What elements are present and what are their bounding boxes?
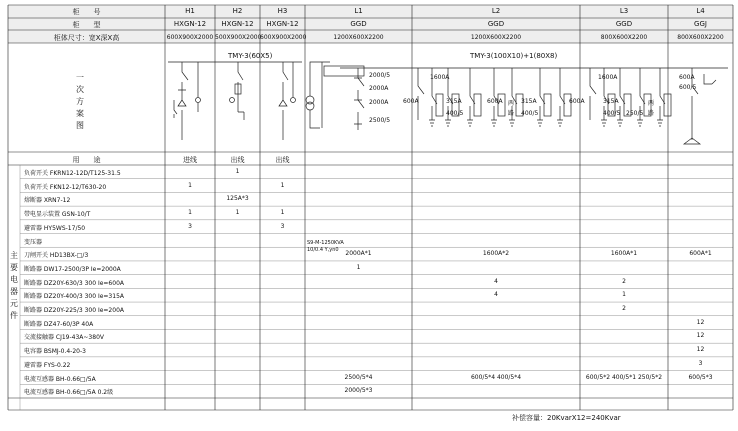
equipment-qty: 600/5*3 (688, 373, 713, 381)
header-type-cell: HXGN-12 (173, 20, 207, 28)
l2-ct-rating: 400/5 (446, 110, 464, 117)
equipment-qty: 4 (494, 291, 498, 299)
header-no-cell: L4 (696, 7, 705, 15)
header-label-type: 柜 型 (72, 21, 101, 29)
header-type-cell: HXGN-12 (266, 20, 299, 28)
l3-circuit-mark: 路 (648, 110, 655, 117)
main-equipment-char: 要 (10, 263, 18, 272)
header-no-cell: H1 (185, 7, 195, 15)
equipment-qty: 1 (622, 291, 626, 299)
l1-rating: 2500/5 (369, 117, 391, 124)
header-type-cell: GGD (615, 20, 633, 28)
main-equipment-char: 主 (10, 251, 18, 260)
header-no-cell: L2 (491, 7, 501, 15)
header-no-cell: H2 (232, 7, 243, 15)
l3-circuit-mark: 两 (648, 100, 655, 107)
equipment-qty: 1 (235, 168, 240, 175)
l3-feeder-rating: 315A (603, 98, 619, 105)
lv-bus-label: TMY-3(100X10)+1(80X8) (470, 52, 558, 60)
equipment-name: 电流互感器 BH-0.66□/5A 0.2级 (24, 389, 114, 397)
feeder-breaker-box (664, 94, 671, 116)
header-size-cell: 500X900X2000 (215, 34, 262, 41)
equipment-qty: 1 (188, 209, 192, 217)
equipment-qty: 3 (698, 359, 703, 367)
equipment-name: 负荷开关 FKN12-12/T630-20 (24, 183, 107, 191)
header-size-cell: 1200X600X2200 (470, 34, 522, 41)
equipment-qty: 1 (280, 209, 285, 217)
equipment-qty: 4 (494, 277, 498, 285)
l2-feeder-rating: 600A (403, 98, 419, 105)
equipment-qty: 12 (696, 318, 705, 326)
equipment-qty: 1600A*2 (482, 250, 510, 258)
l3-feeder-rating: 600A (569, 98, 585, 105)
equipment-qty: 2 (622, 277, 626, 285)
header-label-size: 柜体尺寸：宽X深X高 (53, 34, 120, 42)
l1-rating: 2000A (369, 99, 389, 106)
l3-ct-rating: 250/5 (626, 110, 644, 117)
header-label-no: 柜 号 (72, 8, 101, 16)
header-size-cell: 800X600X2200 (677, 34, 724, 41)
main-equipment-char: 器 (10, 287, 18, 296)
equipment-qty: 1 (280, 181, 285, 189)
equipment-qty: 2500/5*4 (344, 373, 373, 381)
header-size-cell: 1200X600X2200 (333, 34, 384, 41)
equipment-name: 交流接触器 CJ19-43A~380V (24, 334, 104, 342)
l4-main-rating: 600A (679, 74, 695, 81)
usage-h3: 出线 (275, 156, 290, 164)
equipment-qty: 1600A*1 (610, 250, 638, 258)
equipment-name: 电容器 BSMJ-0.4-20-3 (24, 348, 86, 356)
scheme-label-char: 一 (76, 73, 84, 82)
equipment-qty: 600A*1 (689, 250, 712, 258)
transformer-note (307, 240, 344, 254)
l4-ct-rating: 600/5 (679, 84, 697, 91)
equipment-qty: 2 (622, 305, 626, 313)
equipment-qty: 12 (696, 346, 705, 354)
equipment-qty: 1 (188, 181, 192, 189)
header-size-cell: 800X600X2200 (600, 34, 648, 41)
l2-feeder-rating: 315A (446, 98, 462, 105)
equipment-name: 负荷开关 FKRN12-12D/T125-31.5 (24, 170, 121, 177)
equipment-name: 熔断器 XRN7-12 (24, 197, 71, 205)
header-type-cell: GGD (487, 20, 505, 28)
equipment-name: 断路器 DW17-2500/3P Ie=2000A (24, 265, 121, 273)
equipment-qty: 2000A*1 (345, 250, 372, 258)
equipment-qty: 600/5*2 400/5*1 250/5*2 (585, 373, 663, 381)
usage-h1: 进线 (183, 156, 197, 164)
l1-rating: 2000/5 (369, 72, 391, 79)
l3-ct-rating: 400/5 (603, 110, 621, 117)
equipment-name: 避雷器 HY5WS-17/50 (24, 224, 86, 232)
l3-main-rating: 1600A (598, 74, 618, 81)
equipment-name: 带电显示装置 GSN-10/T (24, 211, 91, 219)
equipment-name: 变压器 (24, 238, 43, 246)
equipment-name: 断路器 DZ47-60/3P 40A (24, 320, 94, 328)
main-equipment-label (9, 250, 19, 322)
equipment-name: 刀闸开关 HD13BX-□/3 (24, 252, 89, 260)
l2-circuit-mark: 路 (508, 110, 515, 117)
header-size-cell: 600X900X2000 (260, 34, 307, 41)
equipment-qty: 600/5*4 400/5*4 (470, 373, 522, 381)
l1-rating: 2000A (369, 85, 389, 92)
scheme-label-char: 图 (76, 121, 84, 130)
header-type-cell: GGD (350, 20, 367, 28)
header-no-cell: L3 (619, 7, 629, 15)
equipment-qty: 1 (235, 209, 240, 217)
main-equipment-char: 电 (10, 275, 18, 284)
feeder-breaker-box (436, 94, 443, 116)
feeder-breaker-box (474, 94, 481, 116)
main-equipment-char: 件 (10, 311, 18, 320)
header-size-cell: 600X900X2000 (166, 34, 214, 41)
compensation-note: 补偿容量：20KvarX12=240Kvar (512, 414, 621, 422)
equipment-name: 断路器 DZ20Y-400/3 300 Ie=315A (24, 293, 124, 301)
l2-ct-rating: 400/5 (521, 110, 539, 117)
equipment-qty: 3 (280, 222, 285, 230)
equipment-name: 电流互感器 BH-0.66□/5A (24, 375, 96, 383)
equipment-name: 断路器 DZ20Y-225/3 300 Ie=200A (24, 307, 124, 315)
main-equipment-char: 元 (10, 299, 18, 308)
l2-main-rating: 1600A (430, 74, 450, 81)
usage-h2: 出线 (230, 156, 245, 164)
equipment-qty: 2000/5*3 (344, 387, 373, 395)
equipment-qty: 1 (356, 263, 361, 271)
equipment-name: 避雷器 FYS-0.22 (24, 361, 71, 369)
equipment-name: 断路器 DZ20Y-630/3 300 Ie=600A (24, 279, 124, 287)
header-no-cell: L1 (354, 7, 363, 15)
equipment-qty: 125A*3 (226, 195, 249, 203)
l2-feeder-rating: 315A (521, 98, 537, 105)
l2-feeder-rating: 600A (487, 98, 503, 105)
transformer-model: S9-M-1250KVA (307, 240, 344, 246)
equipment-qty: 12 (696, 332, 705, 340)
scheme-label-char: 次 (76, 85, 84, 94)
feeder-breaker-box (544, 94, 551, 116)
l2-circuit-mark: 两 (508, 100, 515, 107)
transformer-ratio: 10/0.4 Y,yn0 (307, 247, 339, 253)
header-no-cell: H3 (277, 7, 288, 15)
header-type-cell: HXGN-12 (221, 20, 254, 28)
equipment-qty: 3 (188, 222, 192, 230)
scheme-label-char: 方 (76, 97, 84, 106)
hv-bus-label: TMY-3(60X5) (228, 52, 273, 60)
usage-label: 用 途 (72, 156, 101, 164)
scheme-label-char: 案 (76, 109, 84, 118)
header-type-cell: GGJ (694, 20, 707, 28)
